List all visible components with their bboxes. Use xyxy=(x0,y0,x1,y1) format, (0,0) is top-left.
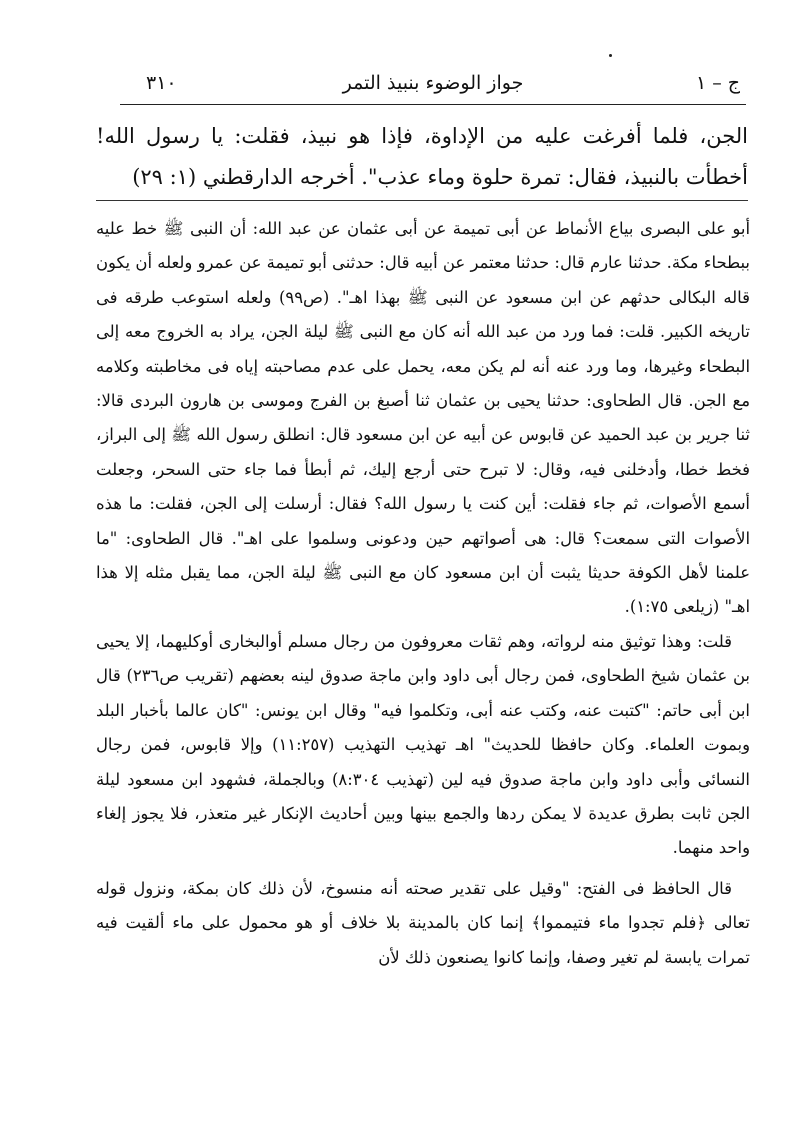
footnote-paragraph-2: قلت: وهذا توثيق منه لرواته، وهم ثقات معروفون من رجال مسلم أوالبخارى أوكليهما، إلا يحيى بن عثمان شيخ الطحاوى، فمن رجال أبى داود وابن ماجة صدوق لينه بعضهم (تقريب ص٢٣٦) قال ابن أبى حاتم: "كتبت عنه، وكتب عنه أبى، وتكلموا فيه" وقال ابن يونس: "كان عالما بأخبار البلد وبموت العلماء. وكان حافظا للحديث" اهـ تهذيب التهذيب (١١:٢٥٧) وإلا قابوس، فمن رجال النسائى وأبى داود وابن ماجة صدوق فيه لين (تهذيب ٨:٣٠٤) وبالجملة، فشهود ابن مسعود ليلة الجن ثابت بطرق عديدة لا يمكن ردها والجمع بينها وبين أحاديث الإنكار غير متعذر، فلا يجوز إلغاء واحد منهما. xyxy=(96,631,750,858)
page-number: ٣١٠ xyxy=(146,72,177,94)
volume-label: ج – ١ xyxy=(695,72,740,94)
footnote-separator xyxy=(96,200,748,201)
main-paragraph: الجن، فلما أفرغت عليه من الإداوة، فإذا هو نبيذ، فقلت: يا رسول الله! أخطأت بالنبيذ، فقال: تمرة حلوة وماء عذب". أخرجه الدارقطني (١: ٢٩) xyxy=(96,124,748,189)
footnote-paragraph-3: قال الحافظ فى الفتح: "وقيل على تقدير صحته أنه منسوخ، لأن ذلك كان بمكة، ونزول قوله تعالى ﴿فلم تجدوا ماء فتيمموا﴾ إنما كان بالمدينة بلا خلاف أو هو محمول على ماء ألقيت فيه تمرات يابسة لم تغير وصفا، وإنما كانوا يصنعون ذلك لأن xyxy=(96,878,750,967)
running-title: جواز الوضوء بنبيذ التمر xyxy=(342,72,524,94)
footnote-paragraph-1: أبو على البصرى بياع الأنماط عن أبى تميمة عن أبى عثمان عن عبد الله: أن النبى ﷺ خط عليه ببطحاء مكة. حدثنا عارم قال: حدثنا معتمر عن أبيه قال: حدثنى أبو تميمة عن عمرو ولعله أن يكون قاله البكالى حدثهم عن ابن مسعود عن النبى ﷺ بهذا اهـ". (ص٩٩) ولعله استوعب طرقه فى تاريخه الكبير. قلت: فما ورد من عبد الله أنه كان مع النبى ﷺ ليلة الجن، يراد به الخروج معه إلى البطحاء وغيرها، وما ورد عنه أنه لم يكن معه، يحمل على عدم مصاحبته إياه فى مخاطبته وكلامه مع الجن. قال الطحاوى: حدثنا يحيى بن عثمان ثنا أصبغ بن الفرج وموسى بن هارون البردى قالا: ثنا جرير بن عبد الحميد عن قابوس عن أبيه عن ابن مسعود قال: انطلق رسول الله ﷺ إلى البراز، فخط خطا، وأدخلنى فيه، وقال: لا تبرح حتى أرجع إليك، ثم أبطأ فما جاء حتى السحر، وجعلت أسمع الأصوات، ثم جاء فقلت: أين كنت يا رسول الله؟ فقال: أرسلت إلى الجن، فقلت: ما هذه الأصوات التى سمعت؟ قال: هى أصواتهم حين ودعونى وسلموا على اهـ". قال الطحاوى: "ما علمنا لأهل الكوفة حديثا يثبت أن ابن مسعود كان مع النبى ﷺ ليلة الجن، مما يقبل مثله إلا هذا اهـ" (زيلعى ١:٧٥). xyxy=(96,219,750,617)
main-text xyxy=(96,116,748,198)
print-speck xyxy=(609,54,612,57)
running-header xyxy=(120,70,746,105)
footnotes-section xyxy=(96,212,750,975)
